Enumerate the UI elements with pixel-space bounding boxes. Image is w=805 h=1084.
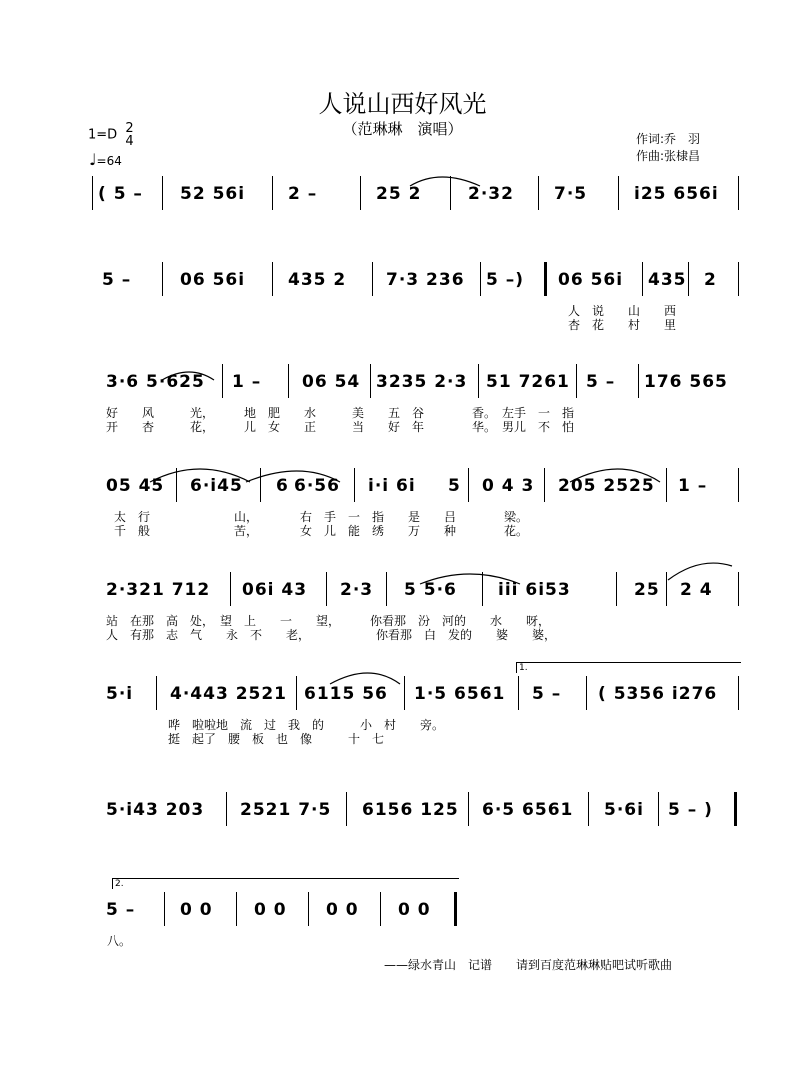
volta-first-ending: 1. [516,662,741,673]
measure: 435 [648,270,687,290]
barline [738,572,739,606]
lyrics-verse-2: 开 杏 花， 儿 女 正 当 好 年 华。 男儿 不 怕 [106,420,575,434]
measure: 2 4 [680,580,713,600]
measure: 05 45 [106,476,165,496]
barline [288,364,289,398]
song-title: 人说山西好风光 [318,90,487,118]
measure: 5·i43 203 [106,800,205,820]
measure: 7·3 236 [386,270,465,290]
barline [360,176,361,210]
barline [588,792,589,826]
measure: i25 656i [634,184,719,204]
barline [616,572,617,606]
measure: 5·6i [604,800,644,820]
measure: 7·5 [554,184,588,204]
measure: 06 56i [180,270,246,290]
song-subtitle: （范琳琳 演唱） [342,120,463,138]
barline [482,572,483,606]
barline [688,262,689,296]
measure: 3235 2·3 [376,372,468,392]
barline [380,892,381,926]
repeat-start-barline [544,262,547,296]
barline [230,572,231,606]
repeat-end-barline [734,792,737,826]
barline [666,468,667,502]
lyrics-verse-2: 杏 花 村 里 [568,318,677,332]
barline [156,676,157,710]
measure: 0 0 [398,900,431,920]
barline [480,262,481,296]
measure: 5 – [106,900,136,920]
barline [738,262,739,296]
measure: 5 – [532,684,562,704]
barline [518,676,519,710]
barline [666,572,667,606]
barline [478,364,479,398]
volta-second-ending: 2. [112,878,459,889]
barline [92,176,93,210]
measure: 435 2 [288,270,347,290]
barline [162,176,163,210]
barline [272,176,273,210]
barline [468,468,469,502]
barline [738,676,739,710]
measure: iii 6i53 [498,580,571,600]
barline [370,364,371,398]
barline [450,176,451,210]
barline [618,176,619,210]
composer-credit: 作曲:张棣昌 [636,149,701,163]
barline [162,262,163,296]
barline [346,792,347,826]
barline [544,468,545,502]
barline [642,262,643,296]
measure: 5 – [586,372,616,392]
quarter-note-icon: ♩ [89,150,97,169]
footer-note: ——绿水青山 记谱 请到百度范琳琳贴吧试听歌曲 [384,958,673,972]
measure: 5 [448,476,461,496]
barline [576,364,577,398]
final-lyric: 八。 [107,934,132,948]
slur [330,673,400,684]
measure: 6 [276,476,289,496]
measure: ( 5 – [98,184,143,204]
barline [260,468,261,502]
measure: 2 – [288,184,318,204]
barline [468,792,469,826]
lyrics-verse-1: 哗 啦啦地 流 过 我 的 小 村 旁。 [168,718,445,732]
barline [372,262,373,296]
measure: 2·3 [340,580,374,600]
lyrics-verse-2: 挺 起了 腰 板 也 像 十 七 [168,732,385,746]
key-tonic: 1=D [88,127,118,143]
measure: 06 56i [558,270,624,290]
measure: 2·32 [468,184,514,204]
lyrics-verse-1: 太 行 山， 右 手 一 指 是 吕 梁。 [114,510,529,524]
measure: 06i 43 [242,580,308,600]
measure: 1·5 6561 [414,684,506,704]
barline [738,176,739,210]
measure: 6·56 [294,476,340,496]
measure: 25 [634,580,660,600]
barline [164,892,165,926]
measure: 5 – ) [668,800,713,820]
measure: 6115 56 [304,684,388,704]
measure: 0 0 [254,900,287,920]
time-top: 2 [125,121,134,136]
measure: 5·i [106,684,134,704]
barline [176,468,177,502]
measure: ( 5356 i276 [598,684,718,704]
measure: 0 4 3 [482,476,535,496]
barline [308,892,309,926]
measure: 5 – [102,270,132,290]
barline [658,792,659,826]
lyricist-credit: 作词:乔 羽 [636,132,701,146]
lyrics-verse-1: 好 风 光， 地 肥 水 美 五 谷 香。 左手 一 指 [106,406,575,420]
barline [296,676,297,710]
barline [586,676,587,710]
measure: 6·5 6561 [482,800,574,820]
measure: 51 7261 [486,372,570,392]
measure: 176 565 [644,372,728,392]
lyrics-verse-1: 人 说 山 西 [568,304,677,318]
barline [226,792,227,826]
final-barline [454,892,457,926]
measure: i·i 6i [368,476,416,496]
barline [738,468,739,502]
tempo-marking [89,150,122,169]
measure: 2·321 712 [106,580,211,600]
lyrics-verse-2: 人 有那 志 气 永 不 老， 你看那 白 发的 婆 婆， [106,628,557,642]
barline [222,364,223,398]
barline [538,176,539,210]
lyrics-verse-2: 千 般 苦， 女 儿 能 绣 万 种 花。 [114,524,529,538]
barline [386,572,387,606]
barline [638,364,639,398]
barline [272,262,273,296]
measure: 1 – [678,476,708,496]
measure: 25 2 [376,184,422,204]
barline [236,892,237,926]
measure: 2521 7·5 [240,800,332,820]
measure: 1 – [232,372,262,392]
measure: 52 56i [180,184,246,204]
measure: 3·6 5·625 [106,372,205,392]
tempo-value: =64 [96,154,122,168]
key-signature [88,122,134,148]
barline [404,676,405,710]
lyrics-verse-1: 站 在那 高 处， 望 上 一 望， 你看那 汾 河的 水 呀， [106,614,551,628]
measure: 5 5·6 [404,580,457,600]
measure: 6156 125 [362,800,459,820]
credits [636,131,700,165]
measure: 06 54 [302,372,361,392]
time-bottom: 4 [125,134,134,149]
measure: 0 0 [180,900,213,920]
slur [668,563,732,580]
measure: 0 0 [326,900,359,920]
measure: 4·443 2521 [170,684,288,704]
barline [354,468,355,502]
measure: 2 [704,270,717,290]
barline [326,572,327,606]
measure: 205 2525 [558,476,655,496]
time-signature [125,122,133,148]
measure: 6·i45 [190,476,243,496]
measure: 5 –) [486,270,525,290]
